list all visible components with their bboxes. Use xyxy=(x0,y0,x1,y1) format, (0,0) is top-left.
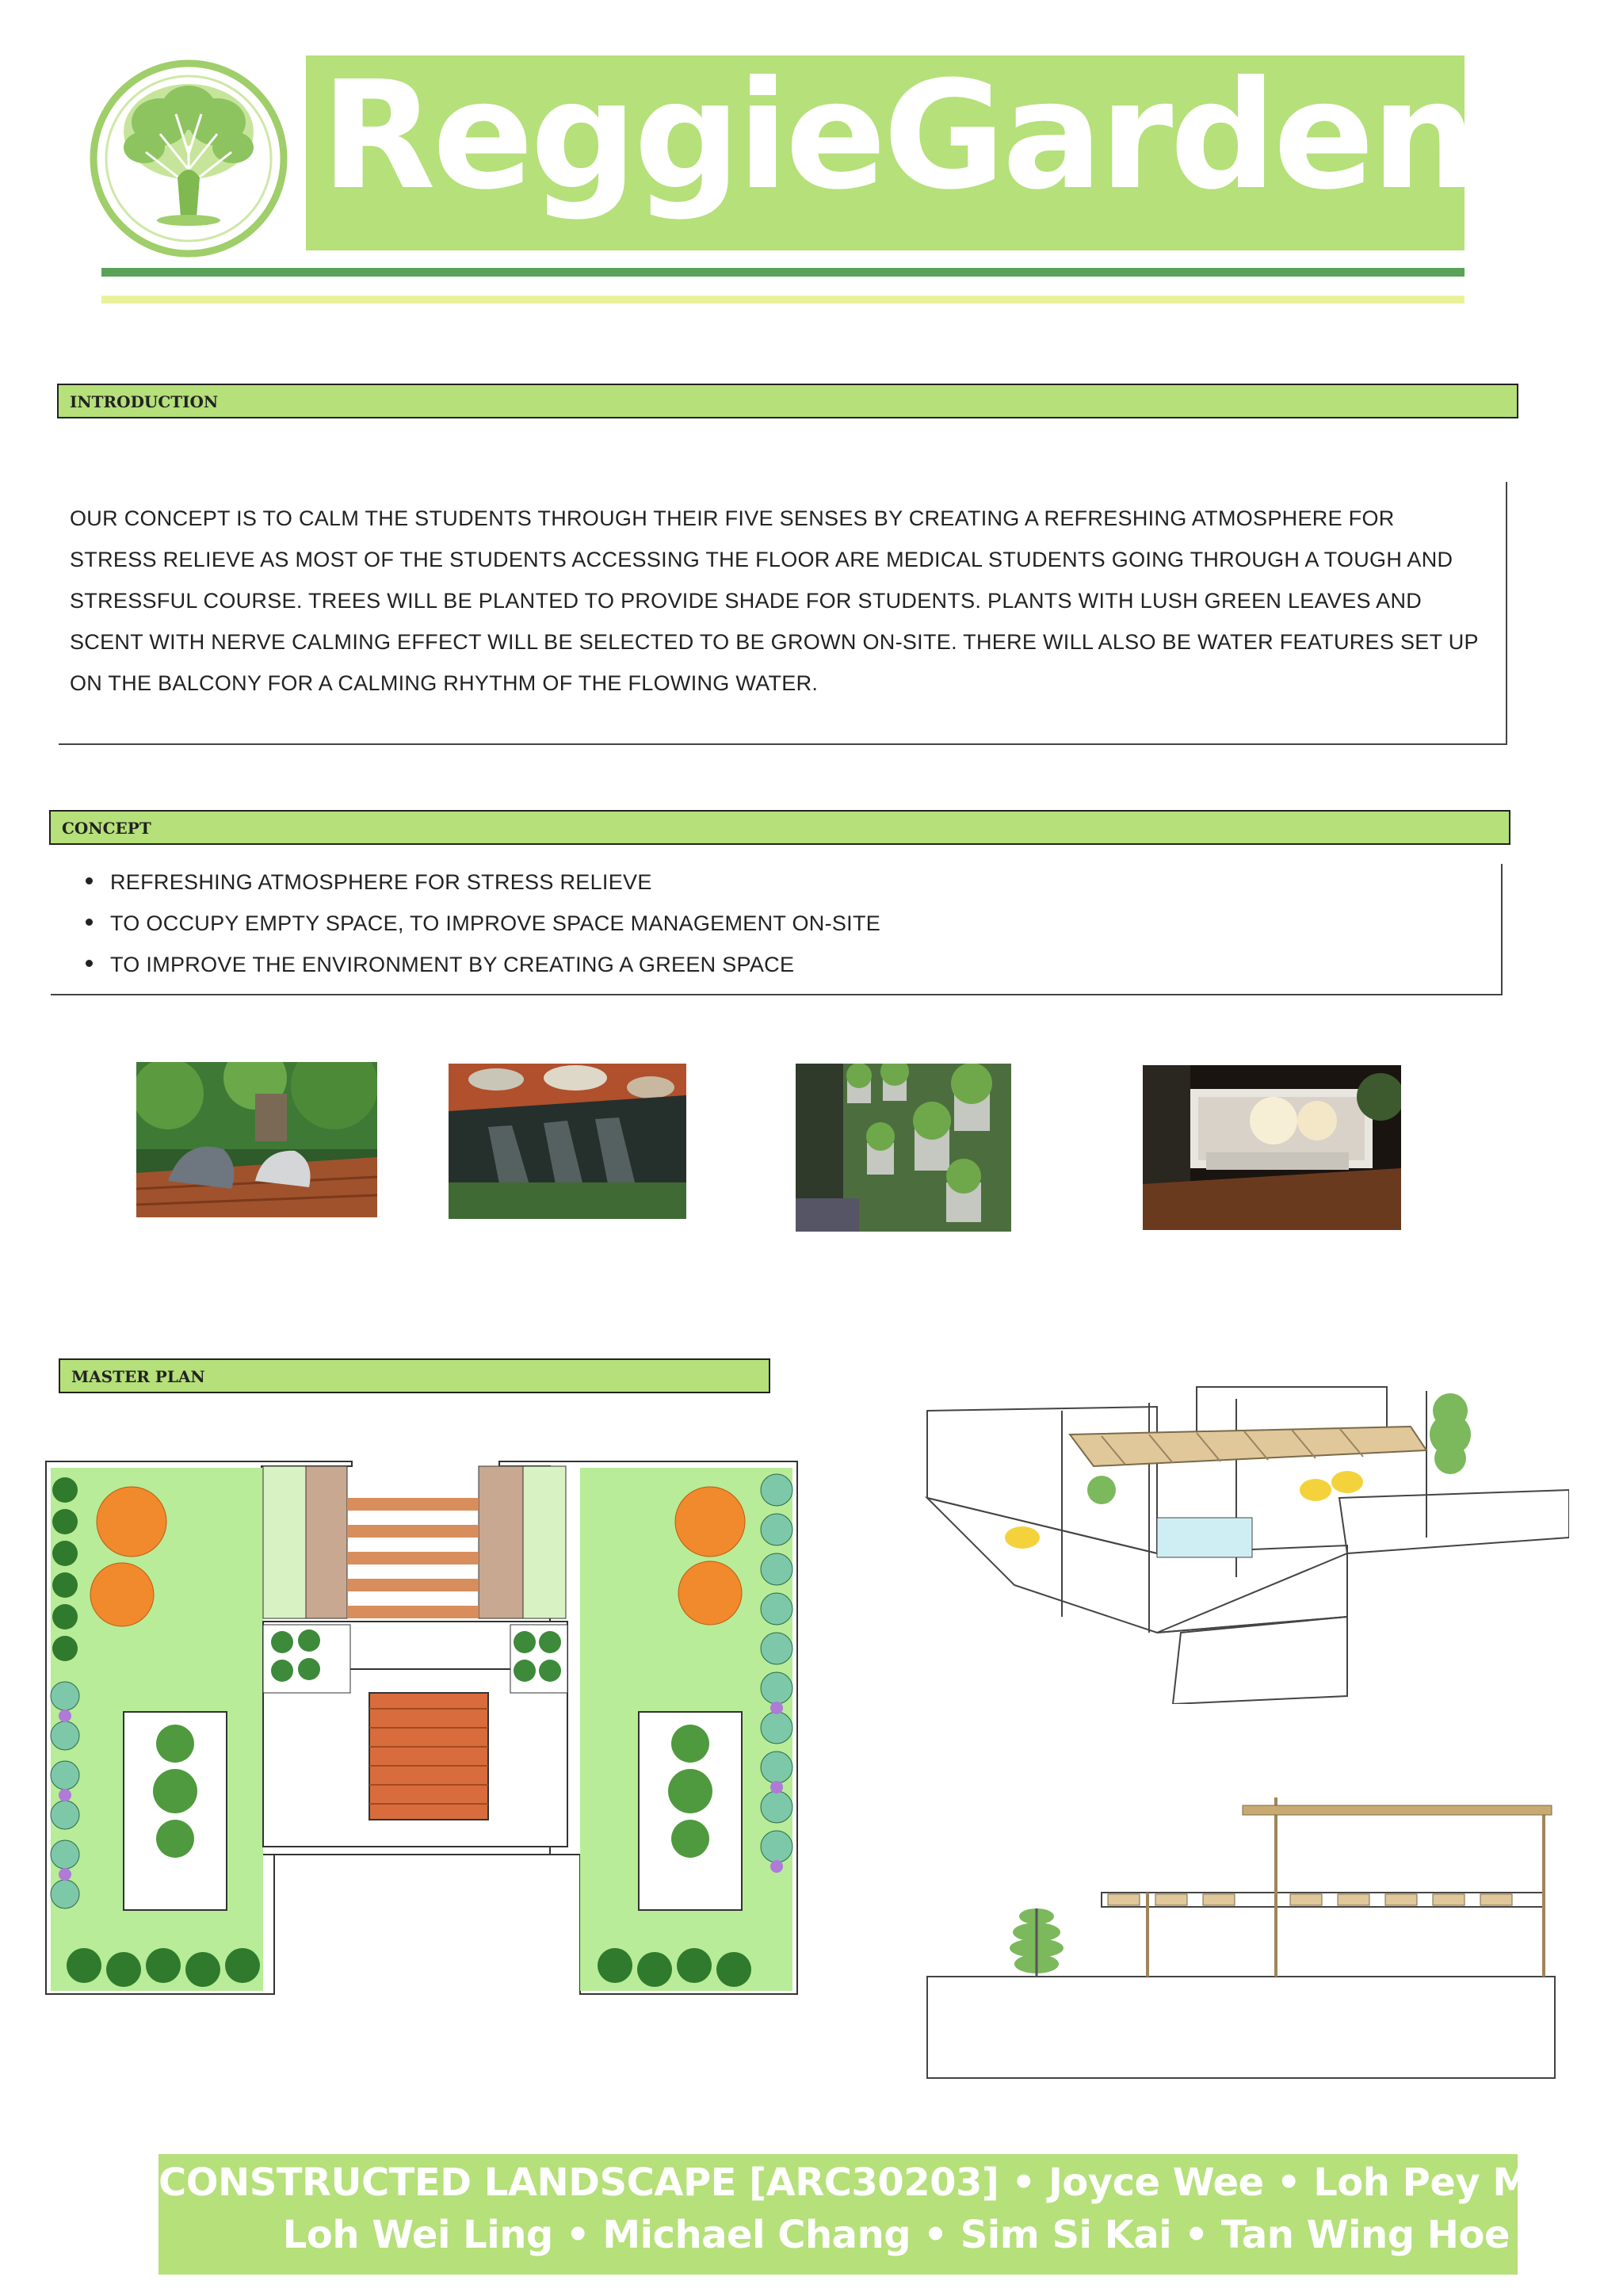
introduction-heading-bar xyxy=(57,384,1518,418)
bullet-icon xyxy=(86,919,93,926)
header-rule-dark xyxy=(101,268,1465,277)
elevation-sketch xyxy=(926,1790,1560,2080)
concept-heading: CONCEPT xyxy=(62,819,151,838)
intro-line: STRESSFUL COURSE. TREES WILL BE PLANTED TO PROVIDE SHADE FOR STUDENTS. PLANTS WITH LUSH GREEN LEAVES AND xyxy=(70,589,1423,613)
bullet-icon xyxy=(86,877,93,884)
concept-list xyxy=(86,870,1433,989)
introduction-heading: INTRODUCTION xyxy=(70,392,219,411)
list-item: REFRESHING ATMOSPHERE FOR STRESS RELIEVE xyxy=(86,870,652,895)
lounge-deck-photo xyxy=(136,1062,377,1217)
header-rule-light xyxy=(101,296,1465,304)
credits-line-1: CONSTRUCTED LANDSCAPE [ARC30203] • Joyce Wee • Loh Pey Mun • xyxy=(158,2160,1621,2205)
master-plan-heading-bar xyxy=(59,1358,770,1393)
intro-line: OUR CONCEPT IS TO CALM THE STUDENTS THROUGH THEIR FIVE SENSES BY CREATING A REFRESHING ATMOSPHERE FOR xyxy=(70,506,1395,530)
master-plan-heading: MASTER PLAN xyxy=(71,1367,205,1386)
master-plan-drawing xyxy=(44,1458,799,2004)
water-feature-photo xyxy=(449,1064,686,1219)
hanging-planters-photo xyxy=(796,1064,1011,1232)
concept-heading-bar xyxy=(49,810,1510,845)
list-item: TO IMPROVE THE ENVIRONMENT BY CREATING A GREEN SPACE xyxy=(86,953,794,977)
introduction-text xyxy=(70,498,1504,704)
credits-line-2: Loh Wei Ling • Michael Chang • Sim Si Kai • Tan Wing Hoe xyxy=(282,2213,1510,2257)
tree-logo-icon xyxy=(89,59,288,258)
intro-line: SCENT WITH NERVE CALMING EFFECT WILL BE SELECTED TO BE GROWN ON-SITE. THERE WILL ALSO BE WATER FEATURES SET UP xyxy=(70,630,1479,654)
intro-line: STRESS RELIEVE AS MOST OF THE STUDENTS ACCESSING THE FLOOR ARE MEDICAL STUDENTS GOING THROUGH A TOUGH AND xyxy=(70,548,1453,571)
night-terrace-photo xyxy=(1143,1065,1401,1230)
intro-line: ON THE BALCONY FOR A CALMING RHYTHM OF THE FLOWING WATER. xyxy=(70,671,819,695)
bullet-icon xyxy=(86,960,93,967)
perspective-sketch xyxy=(919,1379,1569,1704)
brand-title: ReggieGarden™ xyxy=(321,49,1621,223)
list-item: TO OCCUPY EMPTY SPACE, TO IMPROVE SPACE MANAGEMENT ON-SITE xyxy=(86,911,880,936)
